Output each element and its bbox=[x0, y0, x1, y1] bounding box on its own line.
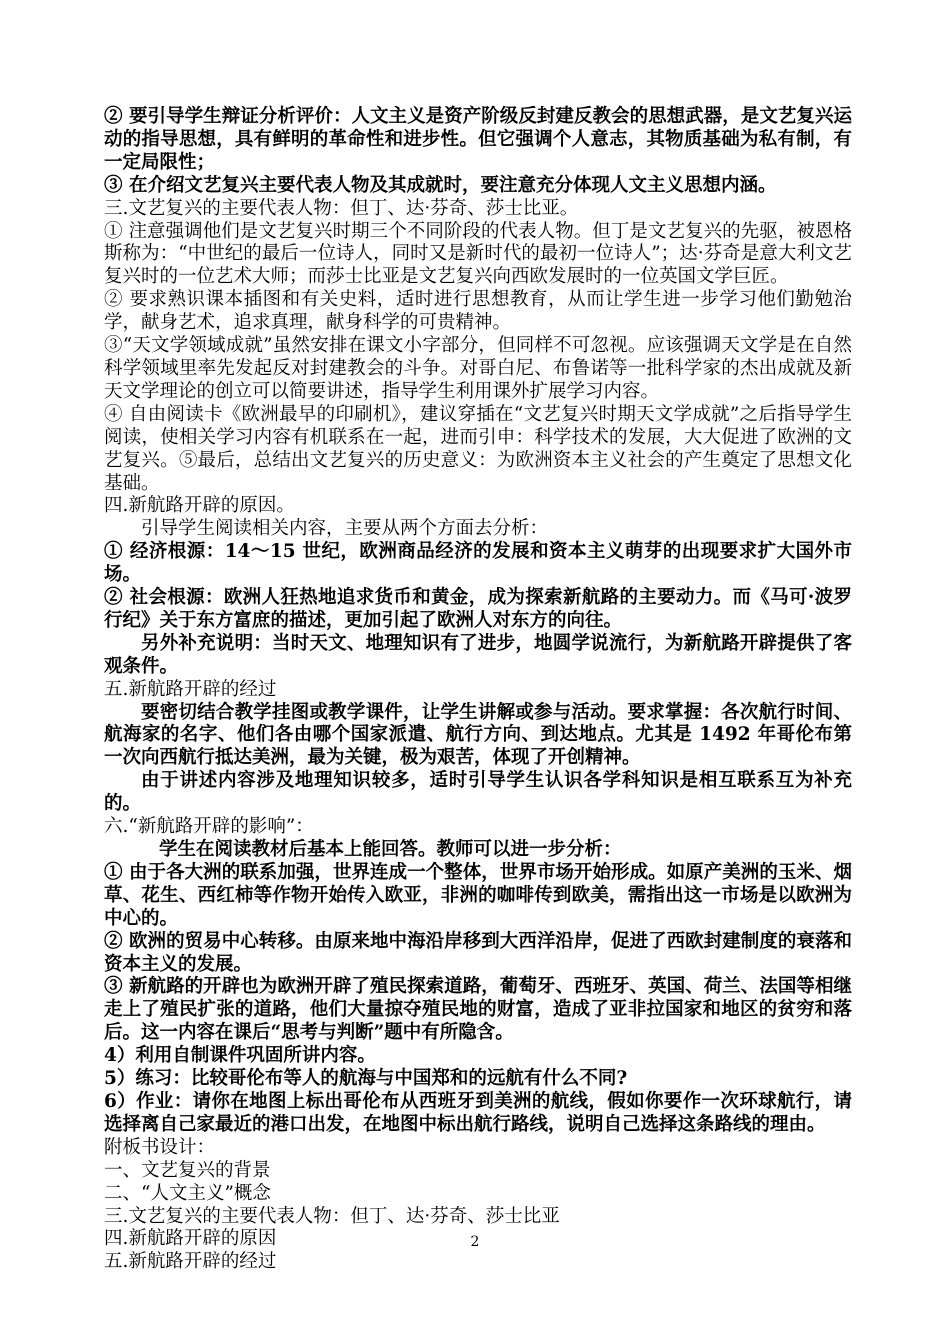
paragraph: 四.新航路开辟的原因 bbox=[104, 1228, 277, 1250]
paragraph: 五.新航路开辟的经过 bbox=[104, 678, 277, 700]
paragraph: 附板书设计： bbox=[104, 1136, 216, 1158]
paragraph: ③ 新航路的开辟也为欧洲开辟了殖民探索道路，葡萄牙、西班牙、英国、荷兰、法国等相继走上了殖民扩张的道路，他们大量掠夺殖民地的财富，造成了亚非拉国家和地区的贫穷和落后。这一内容在课后“思考与判断”题中有所隐含。 bbox=[104, 976, 852, 1044]
paragraph: ③“天文学领域成就”虽然安排在课文小字部分，但同样不可忽视。应该强调天文学是在自然科学领域里率先发起反对封建教会的斗争。对哥白尼、布鲁诺等一批科学家的杰出成就及新天文学理论的创立可以简要讲述，指导学生利用课外扩展学习内容。 bbox=[104, 335, 852, 402]
paragraph: 另外补充说明：当时天文、地理知识有了进步，地圆学说流行，为新航路开辟提供了客观条件。 bbox=[104, 632, 852, 677]
paragraph: 6）作业：请你在地图上标出哥伦布从西班牙到美洲的航线，假如你要作一次环球航行，请选择离自己家最近的港口出发，在地图中标出航行路线，说明自己选择这条路线的理由。 bbox=[104, 1090, 852, 1135]
paragraph: ④ 自由阅读卡《欧洲最早的印刷机》，建议穿插在“文艺复兴时期天文学成就”之后指导学生阅读，使相关学习内容有机联系在一起，进而引申：科学技术的发展，大大促进了欧洲的文艺复兴。⑤最后，总结出文艺复兴的历史意义：为欧洲资本主义社会的产生奠定了思想文化基础。 bbox=[104, 403, 852, 494]
paragraph: ② 要求熟识课本插图和有关史料，适时进行思想教育，从而让学生进一步学习他们勤勉治学，献身艺术，追求真理，献身科学的可贵精神。 bbox=[104, 289, 852, 334]
paragraph: 四.新航路开辟的原因。 bbox=[104, 495, 295, 517]
paragraph: 4）利用自制课件巩固所讲内容。 bbox=[104, 1045, 376, 1067]
paragraph: ② 要引导学生辩证分析评价：人文主义是资产阶级反封建反教会的思想武器，是文艺复兴运动的指导思想，具有鲜明的革命性和进步性。但它强调个人意志，其物质基础为私有制，有一定局限性； bbox=[104, 106, 852, 173]
paragraph: 学生在阅读教材后基本上能回答。教师可以进一步分析： bbox=[159, 839, 622, 860]
paragraph: ① 由于各大洲的联系加强，世界连成一个整体，世界市场开始形成。如原产美洲的玉米、烟草、花生、西红柿等作物开始传入欧亚，非洲的咖啡传到欧美，需指出这一市场是以欧洲为中心的。 bbox=[104, 861, 852, 929]
paragraph: 一、文艺复兴的背景 bbox=[104, 1159, 271, 1181]
paragraph: ② 社会根源：欧洲人狂热地追求货币和黄金，成为探索新航路的主要动力。而《马可·波罗行纪》关于东方富庶的描述，更加引起了欧洲人对东方的向往。 bbox=[104, 587, 852, 631]
paragraph: 二、“人文主义”概念 bbox=[104, 1182, 271, 1204]
paragraph: ① 经济根源：14～15 世纪，欧洲商品经济的发展和资本主义萌芽的出现要求扩大国外市场。 bbox=[104, 541, 852, 586]
page-number: 2 bbox=[470, 1234, 480, 1250]
paragraph: ② 欧洲的贸易中心转移。由原来地中海沿岸移到大西洋沿岸，促进了西欧封建制度的衰落和资本主义的发展。 bbox=[104, 930, 852, 975]
paragraph: 要密切结合教学挂图或教学课件，让学生讲解或参与活动。要求掌握：各次航行时间、航海家的名字、他们各由哪个国家派遣、航行方向、到达地点。尤其是 1492 年哥伦布第一次向西航行抵达美洲，最为关键，极为艰苦，体现了开创精神。 bbox=[104, 701, 852, 769]
paragraph: 五.新航路开辟的经过 bbox=[104, 1251, 277, 1273]
paragraph: 引导学生阅读相关内容，主要从两个方面去分析： bbox=[141, 518, 549, 540]
paragraph: 由于讲述内容涉及地理知识较多，适时引导学生认识各学科知识是相互联系互为补充的。 bbox=[104, 770, 852, 815]
document-body bbox=[104, 106, 852, 1274]
paragraph: ① 注意强调他们是文艺复兴时期三个不同阶段的代表人物。但丁是文艺复兴的先驱，被恩格斯称为：“中世纪的最后一位诗人，同时又是新时代的最初一位诗人”；达·芬奇是意大利文艺复兴时的一位艺术大师；而莎士比亚是文艺复兴向西欧发展时的一位英国文学巨匠。 bbox=[104, 220, 852, 288]
paragraph: ③ 在介绍文艺复兴主要代表人物及其成就时，要注意充分体现人文主义思想内涵。 bbox=[104, 174, 777, 196]
paragraph: 三.文艺复兴的主要代表人物：但丁、达·芬奇、莎士比亚。 bbox=[104, 197, 579, 219]
paragraph: 5）练习：比较哥伦布等人的航海与中国郑和的远航有什么不同? bbox=[104, 1068, 628, 1090]
paragraph: 三.文艺复兴的主要代表人物：但丁、达·芬奇、莎士比亚 bbox=[104, 1205, 560, 1227]
paragraph: 六.“新航路开辟的影响”： bbox=[104, 816, 314, 838]
